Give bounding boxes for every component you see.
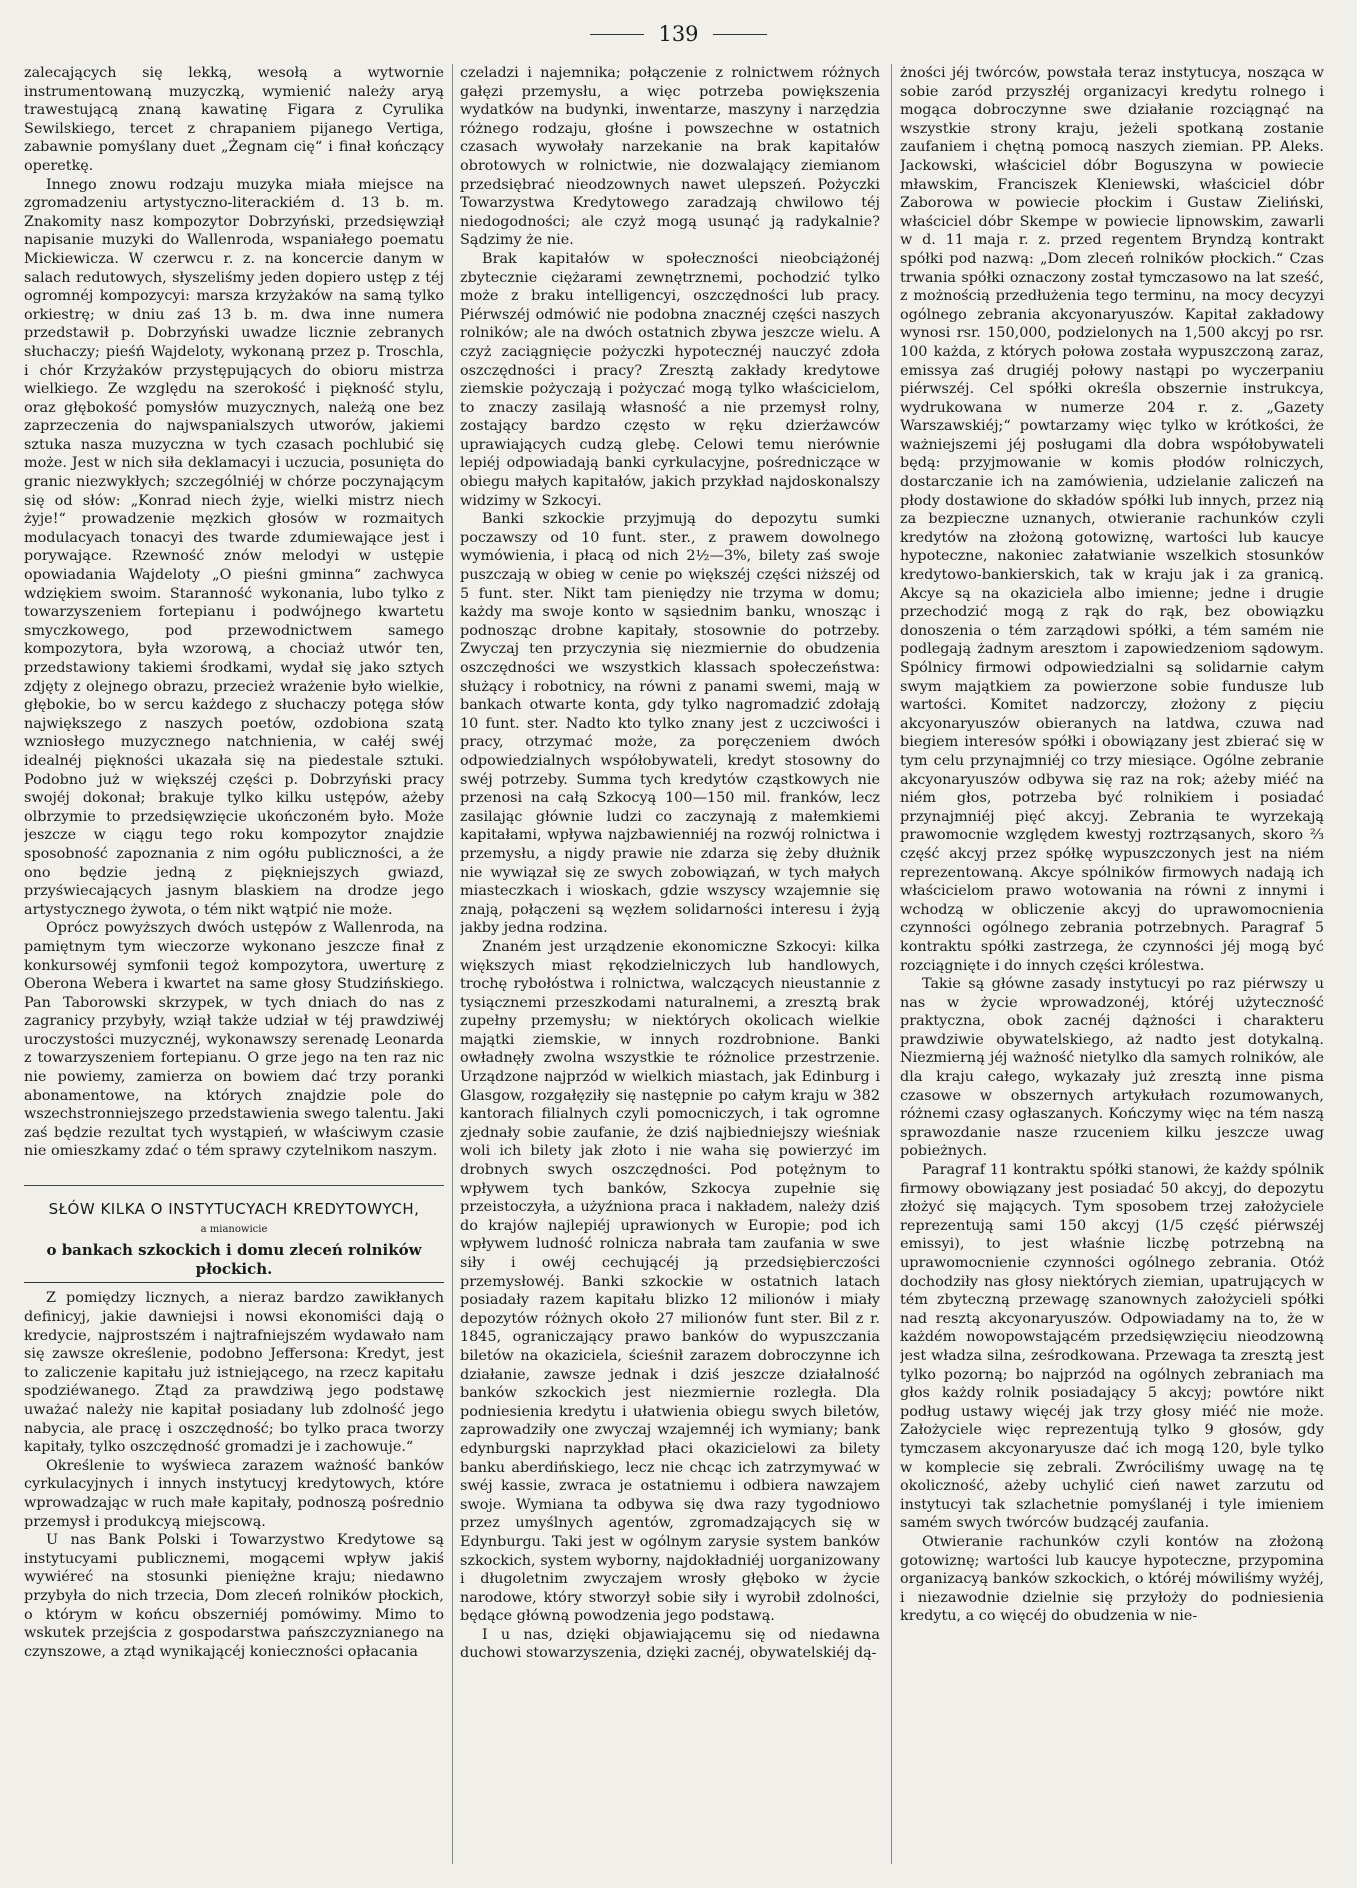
article-title: SŁÓW KILKA O INSTYTUCYACH KREDYTOWYCH, — [48, 1200, 420, 1219]
column-1 — [24, 64, 444, 1874]
column-rule-1 — [452, 64, 453, 1864]
column-rule-2 — [891, 64, 892, 1864]
paragraph: Banki szkockie przyjmują do depozytu sumki poczawszy od 10 funt. ster., z prawem dowolnego wymówienia, i płacą od nich 2½—3%, bilety zaś swoje puszczają w obieg w cenie po większéj części niższéj od 5 funt. ster. Nikt tam pieniędzy nie trzyma w domu; każdy ma swoje konto w sąsiednim banku, wnosząc i podnosząc drobne kapitały, stosownie do potrzeby. Zwyczaj ten przyczynia się niezmiernie do obudzenia oszczędności we wszystkich klassach społeczeństwa: służący i robotnicy, na równi z panami swemi, mają w bankach otwarte konta, gdy tylko nagromadzić zdołają 10 funt. ster. Nadto kto tylko znany jest z uczciwości i pracy, otrzymać może, za poręczeniem dwóch odpowiedzialnych współobywateli, kredyt stosowny do swéj potrzeby. Summa tych kredytów cząstkowych nie przenosi na całą Szkocyą 100—150 mil. franków, lecz zasilając głównie ludzi co zaczynają z małemkiemi kapitałami, wpływa najzbawienniéj na rozwój rolnictwa i przemysłu, a nigdy prawie nie zdarza się żeby dłużnik nie wywiązał się ze swych zobowiązań, w tych małych miasteczkach i wioskach, gdzie wszyscy wzajemnie się znają, połączeni są węzłem solidarności interesu i żyją jakby jedna rodzina. — [460, 511, 880, 937]
paragraph: Takie są główne zasady instytucyi po raz piérwszy u nas w życie wprowadzonéj, któréj użyteczność praktyczna, obok zacnéj dążności i charakteru prawdziwie obywatelskiego, aż nadto jest dotykalną. Niezmierną jéj ważność nietylko dla samych rolników, ale dla kraju całego, wykazały już zresztą inne pisma czasowe w obszernych artykułach rozumowanych, różnemi czasy ogłaszanych. Kończymy więc na tém naszą sprawozdanie nasze rzuceniem kilku jeszcze uwag pobieżnych. — [900, 976, 1324, 1160]
page-number: 139 — [658, 22, 699, 46]
paragraph: czeladzi i najemnika; połączenie z rolnictwem różnych gałęzi przemysłu, a więc potrzeba powiększenia wydatków na budynki, inwentarze, maszyny i narzędzia różnego rodzaju, głośne i powszechne w ostatnich czasach wywołały narzekanie na brak kapitałów obrotowych w rolnictwie, nie dozwalający ziemianom przedsiębrać nieodzownych nawet ulepszeń. Pożyczki Towarzystwa Kredytowego zaradzają chwilowo téj niedogodności; ale czyż mogą usunąć ją radykalnie? Sądzimy że nie. — [460, 65, 880, 249]
column-3 — [900, 64, 1324, 1874]
paragraph: Paragraf 11 kontraktu spółki stanowi, że każdy spólnik firmowy obowiązany jest posiadać 50 akcyj, do depozytu złożyć się mających. Tym sposobem trzej założyciele reprezentują sami 150 akcyj (1/5 część piérwszéj emissyi), to jest właśnie liczbę potrzebną na uprawomocnienie czynności ogólnego zebrania. Otóż dochodziły nas głosy niektórych ziemian, upatrujących w tém zbyteczną przewagę szanownych założycieli spółki nad resztą akcyonaryuszów. Odpowiadamy na to, że w każdém nowopowstającém przedsięwzięciu nieodzowną jest władza silna, ześrodkowana. Przewaga ta zresztą jest tylko pozorną; bo najprzód na ogólnych zebraniach ma głos każdy rolnik posiadający 5 akcyj; powtóre nikt podług ustawy więcéj jak trzy głosy miéć nie może. Założyciele więc reprezentują tylko 9 głosów, gdy tymczasem akcyonaryusze dać ich mogą 120, byle tylko w komplecie się zebrali. Zwróciliśmy uwagę na tę okoliczność, ażeby uchylić cień nawet zarzutu od instytucyi tak szlachetnie pomyślanéj i tyle imieniem samém swych twórców budzącéj zaufania. — [900, 1162, 1324, 1532]
article-subtitle: o bankach szkockich i domu zleceń rolników płockich. — [24, 1241, 444, 1283]
section-divider — [24, 1185, 444, 1186]
paragraph: Określenie to wyświeca zarazem ważność banków cyrkulacyjnych i innych instytucyj kredytowych, które wprowadzając w ruch małe kapitały, podnoszą pośrednio przemysł i produkcyą miejscową. — [24, 1457, 444, 1530]
paragraph: Innego znowu rodzaju muzyka miała miejsce na zgromadzeniu artystyczno-literackiém d. 13 b. m. Znakomity nasz kompozytor Dobrzyński, przedsięwziął napisanie muzyki do Wallenroda, wspaniałego poematu Mickiewicza. W czerwcu r. z. na koncercie danym w salach redutowych, słyszeliśmy jeden dopiero ustęp z téj ogromnéj kompozycyi: marsza krzyżaków na samą tylko orkiestrę; w dniu zaś 13 b. m. dwa inne numera przedstawił p. Dobrzyński uwadze licznie zebranych słuchaczy; pieśń Wajdeloty, wykonaną przez p. Troschla, i chór Krzyżaków przystępujących do obioru mistrza wielkiego. Ze względu na szerokość i piękność stylu, oraz głębokość pomysłów muzycznych, należą one bez zaprzeczenia do najwspanialszych utworów, jakiemi sztuka nasza muzyczna w tych czasach pochlubić się może. Jest w nich siła deklamacyi i uczucia, posunięta do granic niezwykłych; szczególniéj w chórze poczynającym się od słów: „Konrad niech żyje, wielki mistrz niech żyje!“ prowadzenie męzkich głosów w rozmaitych modulacyach tonacyi des twarde zdumiewające jest i porywające. Rzewność znów melodyi w ustępie opowiadania Wajdeloty „O pieśni gminna“ zachwyca wdziękiem swoim. Staranność wykonania, lubo tylko z towarzyszeniem fortepianu i podwójnego kwartetu smyczkowego, pod przewodnictwem samego kompozytora, była wzorową, a chociaż utwór ten, przedstawiony takiemi środkami, wydał się jako sztych zdjęty z olejnego obrazu, przecież wrażenie było wielkie, głębokie, bo w sercu każdego z słuchaczy potęga słów największego z naszych poetów, ozdobiona szatą wzniosłego muzycznego natchnienia, w całéj swéj idealnéj piękności ukazała się na piedestale sztuki. Podobno już w większéj części p. Dobrzyński pracy swojéj dokonał; brakuje tylko kilku ustępów, ażeby olbrzymie to przedsięwzięcie ukończoném było. Może jeszcze w ciągu tego roku kompozytor znajdzie sposobność zapoznania z nim ogółu publiczności, a że ono będzie jedną z piękniejszych gwiazd, przyświecających jasnym blaskiem na drodze jego artystycznego żywota, o tém nikt wątpić nie może. — [24, 176, 444, 918]
paragraph: Brak kapitałów w społeczności nieobciążonéj zbytecznie ciężarami zewnętrznemi, pochodzić tylko może z braku intelligencyi, oszczędności lub pracy. Piérwszéj odmówić nie podobna znacznéj części naszych rolników; ale na dwóch ostatnich zbywa jeszcze wielu. A czyż zaciągnięcie pożyczki hypotecznéj nauczyć zdoła oszczędności i pracy? Zresztą zakłady kredytowe ziemskie pożyczają i pożyczać mogą tylko właścicielom, to znaczy zasilają własność a nie przemysł rolny, zostający bardzo często w ręku dzierżawców uprawiających cudzą glebę. Celowi temu nierównie lepiéj odpowiadają banki cyrkulacyjne, pośredniczące w obiegu małych kapitałów, jakich przykład najdoskonalszy widzimy w Szkocyi. — [460, 250, 880, 509]
column-2 — [460, 64, 880, 1874]
paragraph: Oprócz powyższych dwóch ustępów z Wallenroda, na pamiętnym tym wieczorze wykonano jeszcze finał z konkursowéj symfonii tegoż kompozytora, uwerturę z Oberona Webera i kwartet na same głosy Studzińskiego. Pan Taborowski skrzypek, w tych dniach do nas z zagranicy przybyły, wziął także udział w téj prawdziwéj uroczystości muzycznéj, wykonawszy serenadę Leonarda z towarzyszeniem fortepianu. O grze jego na ten raz nic nie powiemy, zamierza on bowiem dać trzy poranki abonamentowe, na których znajdzie pole do wszechstronniejszego przedstawienia swego talentu. Jaki zaś będzie rezultat tych wystąpień, w właściwym czasie nie omieszkamy zdać o tém sprawy czytelnikom naszym. — [24, 920, 444, 1160]
paragraph: I u nas, dzięki objawiającemu się od niedawna duchowi stowarzyszenia, dzięki zacnéj, obywatelskiéj dą- — [460, 1626, 880, 1662]
paragraph: Znaném jest urządzenie ekonomiczne Szkocyi: kilka większych miast rękodzielniczych lub handlowych, trochę rybołóstwa i rolnictwa, walczących nieustannie z tysiącznemi przeszkodami naturalnemi, a zresztą brak zupełny przemysłu; w niektórych okolicach wielkie majątki ziemskie, w innych rozdrobnione. Banki owładnęły zwolna wszystkie te różnolice przestrzenie. Urządzone najprzód w wielkich miastach, jak Edinburg i Glasgow, rozgałęziły się następnie po całym kraju w 382 kantorach filialnych czyli pomocniczych, i tak ogromne zjednały sobie zaufanie, że dziś najbiedniejszy wieśniak woli ich bilety jak złoto i nie waha się powierzyć im drobnych swych oszczędności. Pod potężnym to wpływem tych banków, Szkocya zupełnie się przeistoczyła, a użyźniona praca i nakładem, należy dziś do krajów najlepiéj uprawionych w Europie; pod ich wpływem ludność rolnicza nabrała tam zaufania w swe siły i owéj cechującéj ją przedsiębierczości przemysłowéj. Banki szkockie w ostatnich latach posiadały razem kapitału blizko 12 milionów i miały depozytów różnych około 27 milionów funt ster. Bil z r. 1845, ograniczający prawo banków do wypuszczania biletów na okaziciela, ścieśnił zarazem dobroczynne ich działanie, zawsze jednak i dziś jeszcze działalność banków szkockich jest niezmiernie rozległa. Dla podniesienia kredytu i ułatwienia obiegu swych biletów, zaprowadziły one zwyczaj wzajemnéj ich wymiany; bank edynburgski naprzykład płaci okazicielowi za bilety banku aberdińskiego, lecz nie chcąc ich zatrzymywać w swéj kassie, zwraca je ostatniemu i odbiera nawzajem swoje. Wymiana ta odbywa się dwa razy tygodniowo przez umyślnych agentów, zgromadzających się w Edynburgu. Taki jest w ogólnym zarysie system banków szkockich, system wyborny, najdokładniéj uorganizowany i długoletnim zwyczajem wrosły głęboko w życie narodowe, który stworzył sobie siły i wyrobił zdolności, będące główną powodzenia jego podstawą. — [460, 938, 880, 1625]
header-rule-right — [713, 34, 767, 35]
paragraph: zalecających się lekką, wesołą a wytwornie instrumentowaną muzyczką, wymienić należy aryą trawestującą znaną kawatinę Figara z Cyrulika Sewilskiego, tercet z chrapaniem pijanego Vertiga, zabawnie pomyślany duet „Żegnam cię“ i finał kończący operetkę. — [24, 65, 444, 174]
article-subtitle-connector: a mianowicie — [200, 1223, 268, 1235]
paragraph: żności jéj twórców, powstała teraz instytucya, nosząca w sobie zaród przyszłéj organizacyi kredytu rolnego i mogąca dobroczynne swe działanie rozciągnąć na wszystkie strony kraju, jeżeli spotkaną zostanie zaufaniem i chętną pomocą naszych ziemian. PP. Aleks. Jackowski, właściciel dóbr Boguszyna w powiecie mławskim, Franciszek Kleniewski, właściciel dóbr Zaborowa w powiecie płockim i Gustaw Zieliński, właściciel dóbr Skempe w powiecie lipnowskim, zawarli w d. 11 maja r. z. przed regentem Bryndzą kontrakt spółki pod nazwą: „Dom zleceń rolników płockich.“ Czas trwania spółki oznaczony został tymczasowo na lat sześć, z możnością przedłużenia tego terminu, na mocy decyzyi ogólnego zebrania akcyonaryuszów. Kapitał zakładowy wynosi rsr. 150,000, podzielonych na 1,500 akcyj po rsr. 100 każda, z których połowa została wypuszczoną zaraz, emissya zaś drugiéj połowy nastąpi po wyczerpaniu piérwszéj. Cel spółki określa obszernie instrukcya, wydrukowana w numerze 204 r. z. „Gazety Warszawskiéj;“ powtarzamy więc tylko w krótkości, że ważniejszemi jéj posługami dla dobra współobywateli będą: przyjmowanie w komis płodów rolniczych, dostarczanie ich na zamówienia, udzielanie zaliczeń na płody dostawione do składów spółki lub innych, przez nią za bezpieczne uznanych, otwieranie rachunków czyli kredytów na złożoną gotowiznę, wartości lub kaucye hypoteczne, nakoniec załatwianie wszelkich stosunków kredytowo-bankierskich, tak w kraju jak i za granicą. Akcye są na okaziciela albo imienne; jedne i drugie przechodzić mogą z rąk do rąk, bez obowiązku donoszenia o tém zarządowi spółki, a tém samém nie podlegają żadnym aresztom i zapowiedzeniom sądowym. Spólnicy firmowi odpowiedzialni są solidarnie całym swym majątkiem za powierzone sobie fundusze lub wartości. Komitet nadzorczy, złożony z pięciu akcyonaryuszów obieranych na latdwa, czuwa nad biegiem interesów spółki i obowiązany jest zbierać się w tym celu przynajmniéj co trzy miesiące. Ogólne zebranie akcyonaryuszów odbywa się raz na rok; ażeby miéć na niém głos, potrzeba być rolnikiem i posiadać przynajmniéj pięć akcyj. Zebrania te wyrzekają prawomocnie względem kwestyj roztrząsanych, skoro ⅔ część akcyj przez spółkę wypuszczonych jest na niém reprezentowaną. Akcye spólników firmowych nadają ich właścicielom prawo wotowania na równi z innymi i wchodzą w obliczenie akcyj do uprawomocnienia czynności ogólnego zebrania potrzebnych. Paragraf 5 kontraktu spółki zastrzega, że czynności jéj mogą być rozciągnięte i do innych części królestwa. — [900, 65, 1324, 974]
paragraph: Otwieranie rachunków czyli kontów na złożoną gotowiznę; wartości lub kaucye hypoteczne, przypomina organizacyą banków szkockich, o któréj mówiliśmy wyżéj, i niezawodnie dzielnie się przyłoży do podniesienia kredytu, a co więcéj do obudzenia w nie- — [900, 1533, 1324, 1625]
header-rule-left — [590, 34, 644, 35]
page-header — [0, 22, 1357, 46]
paragraph: U nas Bank Polski i Towarzystwo Kredytowe są instytucyami publicznemi, mogącemi wpływ jakiś wywiéreć na stosunki pieniężne kraju; niedawno przybyła do nich trzecia, Dom zleceń rolników płockich, o którym w końcu obszerniéj pomówimy. Mimo to wskutek przejścia z gospodarstwa pańszczyznianego na czynszowe, a ztąd wynikającéj konieczności opłacania — [24, 1532, 444, 1660]
paragraph: Z pomiędzy licznych, a nieraz bardzo zawikłanych definicyj, jakie dawniejsi i nowsi ekonomiści dają o kredycie, najprostszém i najtrafniejszém wydawało nam się zawsze określenie, podobno Jeffersona: Kredyt, jest to zaliczenie kapitału już istniejącego, na rzecz kapitału spodziéwanego. Ztąd za prawdziwą jego podstawę uważać należy nie kapitał posiadany lub zdolność jego nabycia, ale pracę i oszczędność; bo tylko praca tworzy kapitały, tylko oszczędność gromadzi je i zachowuje.“ — [24, 1290, 444, 1456]
